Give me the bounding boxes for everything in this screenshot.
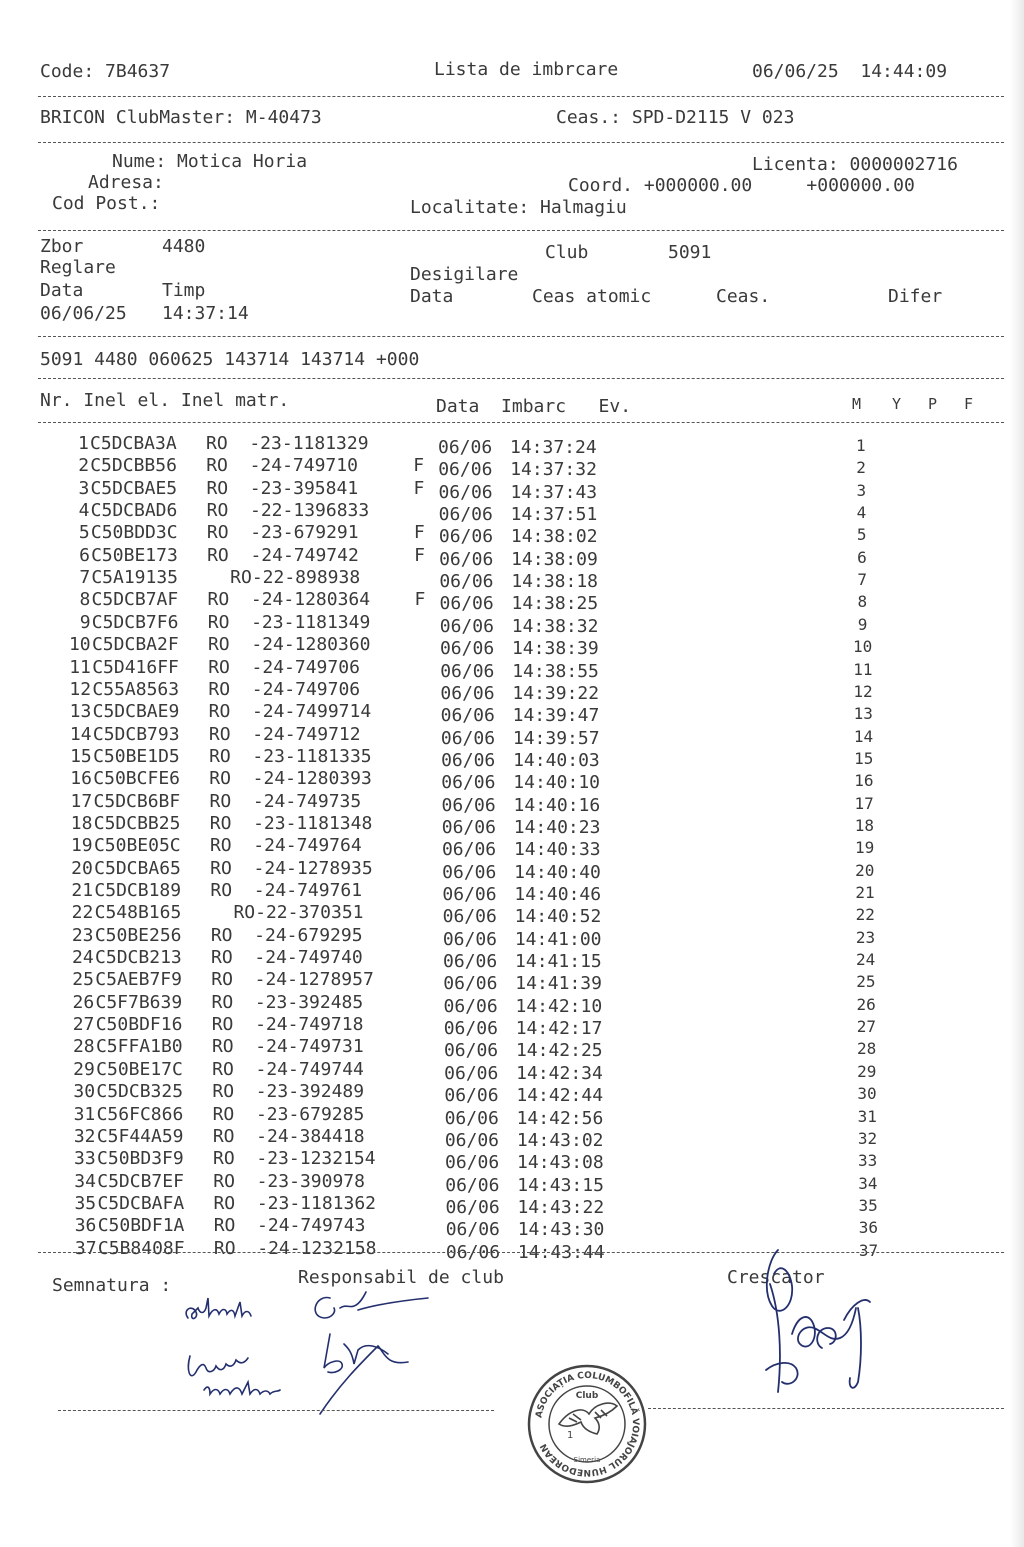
row-number: 29 — [73, 1058, 95, 1080]
row-time: 14:40:10 — [513, 772, 600, 794]
electronic-ring: C5AEB7F9 — [95, 969, 182, 991]
row-m: 29 — [857, 1061, 877, 1081]
row-number: 33 — [74, 1148, 96, 1170]
row-date: 06/06 — [443, 995, 498, 1017]
row-date: 06/06 — [440, 682, 495, 704]
row-number: 36 — [74, 1215, 97, 1237]
row-date: 06/06 — [439, 571, 494, 593]
row-date: 06/06 — [441, 839, 497, 861]
registration-ring: RO -24-749740 — [211, 947, 363, 969]
row-number: 18 — [70, 812, 93, 834]
registration-ring: RO -23-1181362 — [213, 1192, 377, 1214]
electronic-ring: C5DCB325 — [96, 1081, 184, 1103]
registration-ring: RO -24-749761 — [210, 880, 363, 901]
difference-label: Difer — [888, 286, 943, 307]
row-date: 06/06 — [444, 1062, 499, 1084]
adjustment-time: 14:37:14 — [162, 303, 249, 324]
row-m: 18 — [854, 815, 874, 835]
row-time: 14:43:15 — [517, 1174, 604, 1196]
coordinates: Coord. +000000.00 +000000.00 — [568, 175, 915, 196]
row-date: 06/06 — [440, 660, 495, 682]
row-number: 20 — [71, 857, 93, 879]
row-number: 16 — [70, 768, 92, 790]
table-header-basketing: Data Imbarc Ev. — [436, 396, 632, 417]
row-number: 13 — [69, 701, 92, 723]
row-time: 14:41:15 — [515, 951, 602, 973]
registration-ring: RO-22-898938 — [219, 567, 361, 589]
row-time: 14:42:56 — [516, 1107, 604, 1129]
time-label: Timp — [162, 280, 206, 301]
flight-number: 4480 — [162, 236, 206, 257]
row-flag: F — [414, 589, 426, 611]
row-m: 28 — [856, 1039, 877, 1059]
row-m: 20 — [855, 860, 875, 880]
row-number: 14 — [69, 723, 92, 745]
row-time: 14:39:57 — [512, 727, 600, 749]
registration-ring: RO -24-749710 — [206, 455, 358, 477]
electronic-ring: C5DCB213 — [95, 947, 182, 969]
electronic-ring: C5B8408F — [97, 1237, 185, 1259]
registration-ring: RO -23-395841 — [206, 477, 359, 499]
row-date: 06/06 — [442, 928, 498, 950]
electronic-ring: C5DCBB56 — [90, 455, 177, 477]
row-m: 37 — [858, 1240, 879, 1260]
row-m: 4 — [856, 503, 867, 523]
electronic-ring: C5DCB7EF — [97, 1170, 184, 1192]
print-datetime: 06/06/25 14:44:09 — [752, 61, 948, 82]
row-time: 14:40:03 — [513, 749, 600, 771]
row-m: 12 — [853, 681, 873, 701]
electronic-ring: C50BDD3C — [90, 522, 178, 544]
registration-ring: RO -24-749731 — [211, 1036, 364, 1058]
row-time: 14:42:17 — [515, 1018, 603, 1040]
row-time: 14:38:55 — [512, 660, 599, 682]
electronic-ring: C50BE1D5 — [93, 745, 180, 767]
row-m: 6 — [857, 547, 867, 567]
row-date: 06/06 — [445, 1152, 500, 1174]
stamp-ring-text: ASOCIAȚIA COLUMBOFILĂ VOIAJORUL HUNEDOREAN — [534, 1370, 641, 1478]
signature-label: Semnatura : — [52, 1275, 172, 1296]
row-date: 06/06 — [444, 1129, 499, 1151]
document-title: Lista de imbrcare — [434, 59, 619, 80]
row-m: 7 — [857, 570, 867, 590]
registration-ring: RO -23-392489 — [212, 1081, 365, 1103]
row-number: 28 — [72, 1036, 95, 1058]
registration-ring: RO -24-1278957 — [211, 969, 374, 991]
row-time: 14:39:47 — [512, 705, 600, 727]
row-number: 6 — [79, 544, 90, 566]
row-number: 27 — [72, 1014, 95, 1036]
row-number: 11 — [69, 656, 91, 678]
divider — [648, 1408, 1004, 1409]
row-time: 14:42:10 — [515, 995, 603, 1017]
row-date: 06/06 — [443, 951, 498, 973]
adjustment-label: Reglare — [40, 257, 116, 278]
row-m: 15 — [854, 748, 874, 768]
row-time: 14:40:46 — [514, 884, 602, 905]
row-number: 23 — [71, 924, 94, 946]
club-number: 5091 — [668, 242, 712, 263]
registration-ring: RO-22-370351 — [222, 902, 364, 924]
row-number: 21 — [71, 880, 94, 901]
adjustment-date: 06/06/25 — [40, 303, 127, 324]
club-signatures — [170, 1286, 450, 1426]
row-date: 06/06 — [442, 884, 497, 905]
row-time: 14:38:25 — [511, 593, 599, 615]
row-flag: F — [413, 477, 425, 499]
code-label: Code: 7B4637 — [40, 61, 171, 82]
row-number: 8 — [79, 589, 91, 611]
row-number: 1 — [78, 433, 89, 454]
row-time: 14:37:32 — [510, 459, 597, 481]
electronic-ring: C5DCB189 — [94, 880, 182, 901]
row-m: 2 — [856, 458, 866, 478]
row-time: 14:39:22 — [512, 682, 600, 704]
electronic-ring: C50BDF1A — [97, 1215, 185, 1237]
row-m: 21 — [855, 883, 875, 902]
electronic-ring: C548B165 — [94, 902, 182, 924]
electronic-ring: C5DCB6BF — [93, 790, 181, 812]
table-header-rings: Nr. Inel el. Inel matr. — [40, 390, 290, 411]
row-m: 11 — [853, 659, 873, 679]
row-number: 10 — [68, 634, 91, 656]
electronic-ring: C56FC866 — [96, 1103, 184, 1125]
row-time: 14:40:40 — [514, 861, 601, 883]
row-number: 9 — [79, 611, 91, 633]
row-time: 14:42:44 — [516, 1085, 604, 1107]
row-m: 30 — [857, 1084, 877, 1104]
row-date: 06/06 — [439, 548, 494, 570]
electronic-ring: C55A8563 — [92, 678, 180, 700]
electronic-ring: C5DCB7F6 — [91, 611, 179, 633]
electronic-ring: C50BD3F9 — [97, 1148, 184, 1170]
table-header-p: P — [928, 395, 938, 413]
row-number: 19 — [70, 835, 93, 857]
registration-ring: RO -24-384418 — [212, 1125, 365, 1147]
row-number: 34 — [74, 1170, 96, 1192]
divider — [38, 142, 1004, 143]
registration-ring: RO -23-679285 — [212, 1103, 365, 1125]
date-label: Data — [40, 280, 84, 301]
row-date: 06/06 — [445, 1219, 500, 1241]
row-m: 13 — [853, 704, 873, 724]
electronic-ring: C5DCBAD6 — [90, 500, 178, 522]
address-label: Adresa: — [88, 172, 164, 193]
row-date: 06/06 — [445, 1174, 500, 1196]
registration-ring: RO -24-749706 — [208, 678, 361, 700]
electronic-ring: C5A19135 — [91, 567, 179, 589]
row-number: 31 — [73, 1103, 96, 1125]
row-m: 26 — [856, 994, 876, 1014]
row-m: 22 — [855, 905, 875, 925]
row-m: 3 — [856, 480, 867, 500]
row-flag: F — [414, 544, 425, 566]
registration-ring: RO -24-749743 — [213, 1215, 366, 1237]
registration-ring: RO -24-679295 — [210, 924, 363, 946]
clock-label: Ceas. — [716, 286, 771, 307]
registration-ring: RO -23-1181329 — [206, 433, 369, 454]
row-number: 22 — [71, 902, 94, 924]
divider — [38, 230, 1004, 231]
registration-ring: RO -23-1181335 — [209, 745, 372, 767]
registration-ring: RO -23-679291 — [206, 522, 359, 544]
divider — [38, 96, 1004, 97]
row-time: 14:38:39 — [511, 638, 599, 660]
electronic-ring: C5DCBAE5 — [90, 477, 178, 499]
row-time: 14:43:22 — [517, 1196, 605, 1218]
row-date: 06/06 — [439, 638, 495, 660]
registration-ring: RO -24-749706 — [208, 656, 360, 678]
row-m: 5 — [856, 525, 867, 545]
row-m: 27 — [856, 1017, 876, 1037]
row-m: 9 — [857, 614, 868, 634]
row-date: 06/06 — [438, 459, 493, 481]
row-date: 06/06 — [438, 481, 493, 503]
divider — [38, 336, 1004, 337]
owner-name: Nume: Motica Horia — [112, 151, 308, 172]
row-m: 1 — [856, 436, 866, 455]
electronic-ring: C5DCBAE9 — [92, 701, 180, 723]
electronic-ring: C50BDF16 — [95, 1014, 183, 1036]
row-number: 24 — [72, 947, 94, 969]
electronic-ring: C5DCBA2F — [91, 634, 179, 656]
row-time: 14:40:33 — [513, 839, 601, 861]
row-time: 14:37:43 — [510, 481, 598, 503]
registration-ring: RO -24-1232158 — [213, 1237, 377, 1259]
locality: Localitate: Halmagiu — [410, 197, 627, 218]
row-m: 35 — [858, 1195, 878, 1215]
row-m: 25 — [856, 972, 876, 992]
row-m: 10 — [852, 637, 873, 657]
row-m: 19 — [854, 838, 875, 858]
stamp-city: Simeria — [573, 1456, 601, 1464]
divider — [38, 378, 1004, 379]
registration-ring: RO -24-1280360 — [207, 634, 371, 656]
table-header-m: M — [852, 395, 862, 413]
row-number: 4 — [78, 500, 90, 522]
registration-ring: RO -23-392485 — [211, 991, 364, 1013]
row-time: 14:38:02 — [510, 526, 598, 548]
electronic-ring: C5D416FF — [92, 656, 179, 678]
row-m: 36 — [858, 1218, 878, 1238]
row-time: 14:43:30 — [517, 1219, 605, 1241]
row-m: 24 — [856, 950, 876, 970]
row-date: 06/06 — [441, 816, 496, 838]
row-m: 33 — [858, 1151, 878, 1171]
row-m: 14 — [853, 726, 874, 746]
row-number: 30 — [73, 1081, 96, 1103]
row-number: 17 — [70, 790, 93, 812]
registration-ring: RO -23-1181348 — [209, 812, 373, 834]
registration-ring: RO -22-1396833 — [206, 500, 370, 522]
row-date: 06/06 — [439, 593, 494, 615]
row-date: 06/06 — [438, 526, 494, 548]
unsealing-date-label: Data — [410, 286, 454, 307]
electronic-ring: C50BE256 — [94, 924, 182, 946]
electronic-ring: C50BE173 — [91, 544, 178, 566]
club-stamp — [525, 1362, 649, 1486]
row-date: 06/06 — [440, 705, 495, 727]
row-number: 3 — [78, 477, 90, 499]
row-date: 06/06 — [443, 1018, 498, 1040]
electronic-ring: C5F44A59 — [96, 1125, 184, 1147]
row-time: 14:40:23 — [513, 816, 601, 838]
clubmaster-id: BRICON ClubMaster: M-40473 — [40, 107, 322, 128]
electronic-ring: C5FFA1B0 — [95, 1036, 183, 1058]
row-date: 06/06 — [440, 727, 496, 749]
registration-ring: RO -24-749712 — [208, 723, 361, 745]
row-time: 14:38:18 — [511, 571, 599, 593]
registration-ring: RO -24-749735 — [209, 790, 362, 812]
row-time: 14:41:00 — [514, 928, 602, 950]
registration-ring: RO -24-749744 — [212, 1058, 364, 1080]
breeder-signature — [758, 1244, 888, 1404]
registration-ring: RO -23-1181349 — [207, 611, 371, 633]
row-time: 14:41:39 — [515, 973, 602, 995]
row-time: 14:42:25 — [515, 1040, 603, 1062]
unsealing-label: Desigilare — [410, 264, 519, 285]
row-date: 06/06 — [442, 861, 497, 883]
row-number: 26 — [72, 991, 95, 1013]
row-time: 14:43:08 — [517, 1152, 604, 1174]
row-m: 32 — [857, 1128, 878, 1148]
table-header-f: F — [964, 395, 974, 413]
row-date: 06/06 — [445, 1241, 501, 1263]
club-label: Club — [545, 242, 589, 263]
registration-ring: RO -24-1280393 — [209, 768, 372, 790]
row-date: 06/06 — [442, 906, 497, 928]
row-number: 15 — [70, 745, 92, 767]
row-number: 5 — [78, 522, 90, 544]
row-number: 2 — [78, 455, 90, 477]
paper-edge-shadow — [1010, 0, 1024, 1547]
row-m: 16 — [854, 771, 874, 791]
row-number: 25 — [72, 969, 94, 991]
row-date: 06/06 — [441, 772, 496, 794]
registration-ring: RO -24-749742 — [207, 544, 359, 566]
row-m: 17 — [854, 793, 874, 813]
flight-label: Zbor — [40, 236, 84, 257]
registration-ring: RO -23-390978 — [213, 1170, 365, 1192]
row-date: 06/06 — [441, 794, 496, 816]
row-time: 14:40:52 — [514, 906, 602, 928]
stamp-center-text: Club — [575, 1391, 599, 1401]
electronic-ring: C50BCFE6 — [93, 768, 180, 790]
row-time: 14:40:16 — [513, 794, 601, 816]
electronic-ring: C5DCBA3A — [90, 433, 177, 454]
registration-ring: RO -24-1278935 — [210, 857, 373, 879]
divider — [38, 422, 1004, 423]
registration-ring: RO -24-7499714 — [208, 701, 372, 723]
registration-ring: RO -24-1280364 — [207, 589, 371, 611]
row-date: 06/06 — [441, 749, 496, 771]
summary-line: 5091 4480 060625 143714 143714 +000 — [40, 349, 420, 370]
electronic-ring: C5DCB793 — [92, 723, 180, 745]
row-date: 06/06 — [444, 1107, 499, 1129]
divider — [58, 1410, 494, 1411]
row-flag: F — [413, 455, 425, 477]
row-date: 06/06 — [444, 1085, 499, 1107]
electronic-ring: C5DCB7AF — [91, 589, 179, 611]
registration-ring: RO -24-749718 — [211, 1014, 364, 1036]
row-number: 32 — [73, 1125, 96, 1147]
registration-ring: RO -23-1232154 — [213, 1148, 376, 1170]
table-header-y: Y — [892, 395, 902, 413]
row-time: 14:37:51 — [510, 504, 598, 526]
row-time: 14:38:09 — [511, 548, 598, 570]
electronic-ring: C5DCBA65 — [94, 857, 181, 879]
row-m: 34 — [858, 1173, 878, 1193]
electronic-ring: C50BE17C — [96, 1058, 183, 1080]
atomic-clock-label: Ceas atomic — [532, 286, 652, 307]
row-date: 06/06 — [439, 615, 494, 637]
row-m: 31 — [857, 1106, 877, 1126]
clock-id: Ceas.: SPD-D2115 V 023 — [556, 107, 795, 128]
row-time: 14:38:32 — [511, 615, 599, 637]
row-time: 14:43:44 — [517, 1241, 605, 1263]
row-date: 06/06 — [438, 437, 493, 458]
registration-ring: RO -24-749764 — [209, 835, 362, 857]
electronic-ring: C5DCBB25 — [93, 812, 181, 834]
row-time: 14:43:02 — [516, 1129, 604, 1151]
row-time: 14:42:34 — [516, 1062, 603, 1084]
row-number: 37 — [74, 1237, 97, 1259]
row-flag: F — [413, 522, 425, 544]
electronic-ring: C5F7B639 — [95, 991, 183, 1013]
row-date: 06/06 — [438, 504, 493, 526]
breeder-label: Crescator — [727, 1267, 825, 1288]
row-date: 06/06 — [443, 973, 498, 995]
electronic-ring: C50BE05C — [93, 835, 181, 857]
row-time: 14:37:24 — [510, 437, 597, 458]
stamp-number: 1 — [567, 1430, 574, 1441]
club-responsible-label: Responsabil de club — [298, 1267, 504, 1288]
row-number: 7 — [79, 567, 91, 589]
row-m: 8 — [857, 592, 868, 612]
row-number: 12 — [69, 678, 92, 700]
postal-code-label: Cod Post.: — [52, 193, 161, 214]
row-number: 35 — [74, 1192, 97, 1214]
electronic-ring: C5DCBAFA — [97, 1192, 185, 1214]
license-number: Licenta: 0000002716 — [752, 154, 958, 175]
row-date: 06/06 — [443, 1040, 499, 1062]
row-m: 23 — [855, 927, 876, 947]
row-date: 06/06 — [445, 1196, 500, 1218]
